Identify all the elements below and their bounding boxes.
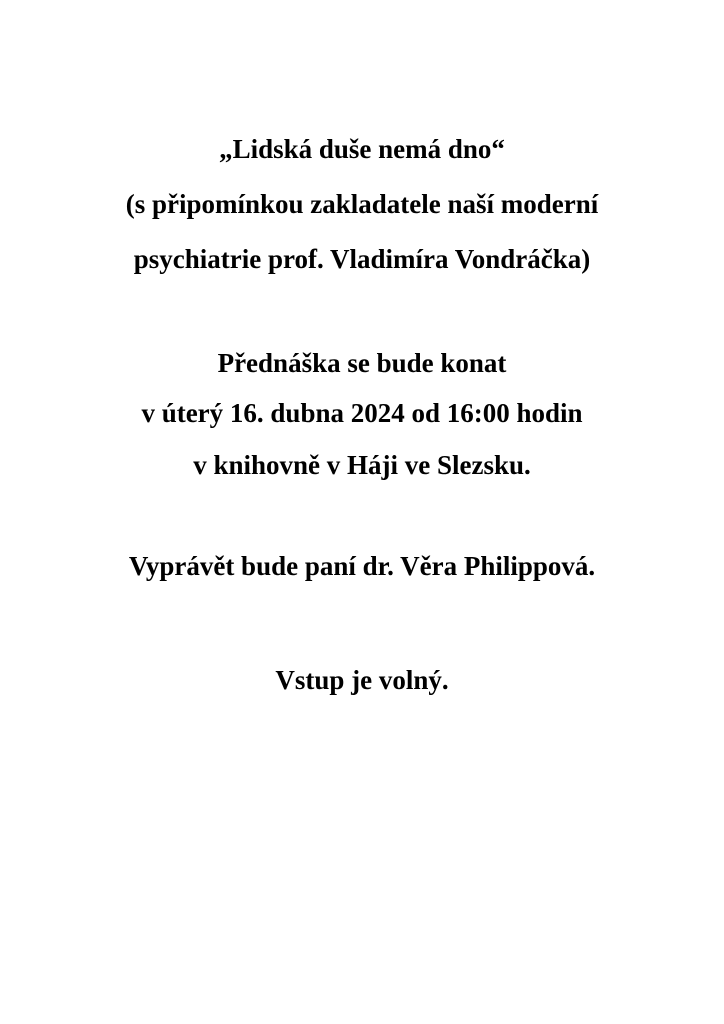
lecture-title: „Lidská duše nemá dno“ <box>219 134 505 164</box>
entry-note: Vstup je volný. <box>275 665 449 695</box>
event-location: v knihovně v Háji ve Slezsku. <box>193 450 531 480</box>
subtitle-line-1: (s připomínkou zakladatele naší moderní <box>125 189 599 219</box>
subtitle-line-2: psychiatrie prof. Vladimíra Vondráčka) <box>133 244 591 274</box>
speaker-line: Vyprávět bude paní dr. Věra Philippová. <box>128 551 596 581</box>
event-line-1: Přednáška se bude konat <box>217 348 507 378</box>
event-date-time: v úterý 16. dubna 2024 od 16:00 hodin <box>141 398 583 428</box>
